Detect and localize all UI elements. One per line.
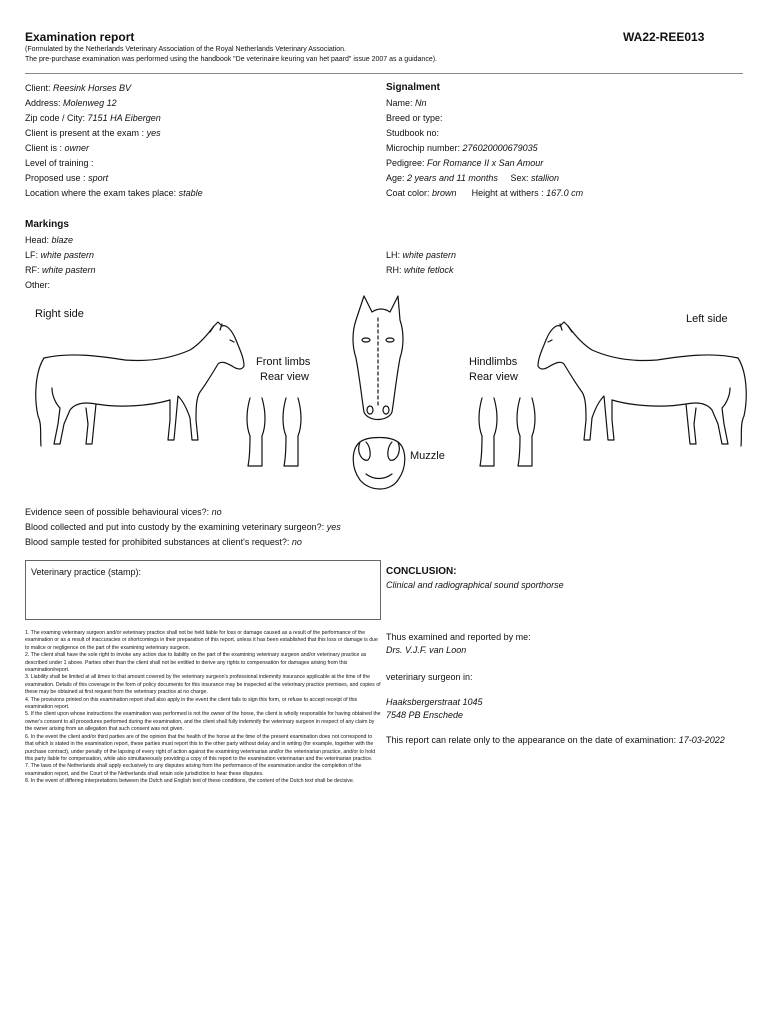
coat-value: brown [432, 188, 457, 198]
conclusion-heading: CONCLUSION: [386, 566, 457, 577]
front-limbs-label: Front limbs [256, 356, 311, 368]
client-is-row: Client is : owner [25, 143, 90, 153]
term-item: 8. In the event of differing interpretations between the Dutch and English text of these conditions, the content of the Dutch text shall be decisive. [25, 778, 355, 785]
rh-marking-row: RH: white fetlock [386, 265, 454, 275]
rh-marking-value: white fetlock [404, 265, 454, 275]
rf-marking-row: RF: white pastern [25, 265, 96, 275]
use-value: sport [88, 173, 109, 183]
term-item: 5. If the client upon whose instructions the examination was performed is not the owner of the horse, the client is wholly responsible for having obtained the owner's consent to all procedures performed during the examination, and the client shall fully indemnify the veterinary surgeon in respect of any claim by the owner arising from an allegation that such consent was not given. [25, 711, 381, 733]
muzzle-label: Muzzle [410, 450, 445, 462]
term-item: 2. The client shall have the sole right to invoke any action due to liability on the part of the examining veterinary surgeon and/or veterinary practice as described under 1 above. Parties other than the client shall not be entitled to derive any rights to compensation for damages arising from this examination/report. [25, 652, 367, 674]
examined-label: Thus examined and reported by me: [386, 632, 531, 642]
zip-value: 7151 HA Eibergen [87, 113, 161, 123]
head-marking-value: blaze [51, 235, 74, 245]
present-value: yes [146, 128, 161, 138]
coat-row: Coat color: brown Height at withers : 167.0 cm [386, 188, 584, 198]
rf-marking-value: white pastern [42, 265, 96, 275]
studbook-row: Studbook no: [386, 128, 440, 138]
client-row: Client: Reesink Horses BV [25, 83, 132, 93]
address-value: Molenweg 12 [63, 98, 117, 108]
term-item: 1. The examing veterinary surgeon and/or veterinary practice shall not be held liable for loss or damage caused as a result of the performance of the examination or as a result of inaccuracies or shortcomings in their preparation of this report, unless it has been established that this loss or damage is due to malice or negligence on the part of the examining veterinary surgeon. [25, 630, 378, 651]
age-row: Age: 2 years and 11 months Sex: stallion [386, 173, 559, 183]
left-side-label: Left side [686, 313, 728, 325]
location-value: stable [178, 188, 203, 198]
breed-row: Breed or type: [386, 113, 443, 123]
head-marking-row: Head: blaze [25, 235, 74, 245]
name-value: Nn [415, 98, 427, 108]
report-date: 17-03-2022 [678, 735, 725, 745]
client-is-value: owner [64, 143, 90, 153]
front-limbs-view-label: Rear view [260, 371, 309, 383]
pedigree-value: For Romance II x San Amour [427, 158, 544, 168]
lh-marking-value: white pastern [402, 250, 457, 260]
name-row: Name: Nn [386, 98, 427, 108]
hind-limbs-view-label: Rear view [469, 371, 518, 383]
height-value: 167.0 cm [546, 188, 584, 198]
sex-value: stallion [530, 173, 559, 183]
right-side-label: Right side [35, 308, 84, 320]
question-blood-collected-answer: yes [326, 522, 341, 532]
term-item: 7. The laws of the Netherlands shall apply exclusively to any disputes arising from the performance of the examination and/or the completion of the examination report, and the Court of the Netherlands shall retain sole jurisdiction to hear these disputes. [25, 763, 362, 777]
term-item: 4. The provisions printed on this examination report shall also apply in the event the client fails to sign this form, or refuse to accept receipt of this examination report. [25, 696, 358, 711]
lh-marking-row: LH: white pastern [386, 250, 457, 260]
training-row: Level of training : [25, 158, 94, 168]
client-value: Reesink Horses BV [53, 83, 132, 93]
conclusion-value: Clinical and radiographical sound sporthorse [386, 580, 564, 590]
other-marking-row: Other: [25, 280, 51, 290]
report-date-row: This report can relate only to the appearance on the date of examination: 17-03-2022 [386, 735, 725, 745]
question-vices-answer: no [211, 507, 222, 517]
question-vices: Evidence seen of possible behavioural vices?: no [25, 507, 222, 517]
practice-street: Haaksbergerstraat 1045 [386, 697, 483, 707]
age-value: 2 years and 11 months [407, 173, 498, 183]
present-row: Client is present at the exam : yes [25, 128, 161, 138]
address-row: Address: Molenweg 12 [25, 98, 117, 108]
surgeon-label: veterinary surgeon in: [386, 672, 473, 682]
pedigree-row: Pedigree: For Romance II x San Amour [386, 158, 544, 168]
hind-limbs-label: Hindlimbs [469, 356, 518, 368]
lf-marking-row: LF: white pastern [25, 250, 95, 260]
term-item: 3. Liability shall be limited at all times to that amount covered by the veterinary surgeon's professional indemnity insurance applicable at the time of the examination. Details of this coverage in the form of policy documents for this insurance may be inspected at the veterinary practice premises, and copies of these may be obtained at first request from the veterinary practice at no charge. [25, 674, 381, 696]
question-blood-tested-answer: no [291, 537, 302, 547]
signalment-heading: Signalment [386, 82, 440, 93]
report-subtitle-1: (Formulated by the Netherlands Veterinary Association of the Royal Netherlands Veterinary Association. [25, 46, 347, 53]
microchip-row: Microchip number: 276020000679035 [386, 143, 538, 153]
question-blood-tested: Blood sample tested for prohibited substances at client's request?: no [25, 537, 302, 547]
examiner-name: Drs. V.J.F. van Loon [386, 645, 467, 655]
microchip-value: 276020000679035 [462, 143, 538, 153]
practice-city: 7548 PB Enschede [386, 710, 464, 720]
use-row: Proposed use : sport [25, 173, 109, 183]
lf-marking-value: white pastern [40, 250, 95, 260]
report-title: Examination report [25, 30, 135, 44]
zip-row: Zip code / City: 7151 HA Eibergen [25, 113, 161, 123]
location-row: Location where the exam takes place: stable [25, 188, 203, 198]
term-item: 6. In the event the client and/or third parties are of the opinion that the health of the horse at the time of the present examination does not correspond to that which is stated in the examination report, these parties must report this to the other party without delay and in writing (for example, together with the purchase contract), under penalty of the lapsing of every right of action against the examining veterinarian and/or the veterinarian practice, and/or to hold this party liable for compensation, while also simultaneously providing a copy of this report to the examination veterinarian and the veterinarian practice. [25, 733, 376, 762]
terms-block [25, 630, 381, 786]
stamp-box [25, 560, 381, 620]
report-code: WA22-REE013 [623, 30, 705, 44]
question-blood-collected: Blood collected and put into custody by the examining veterinary surgeon?: yes [25, 522, 341, 532]
stamp-label: Veterinary practice (stamp): [31, 567, 142, 577]
markings-heading: Markings [25, 219, 69, 230]
report-subtitle-2: The pre-purchase examination was performed using the handbook "De veterinaire keuring van het paard" issue 2007 as a guidance). [25, 56, 437, 63]
